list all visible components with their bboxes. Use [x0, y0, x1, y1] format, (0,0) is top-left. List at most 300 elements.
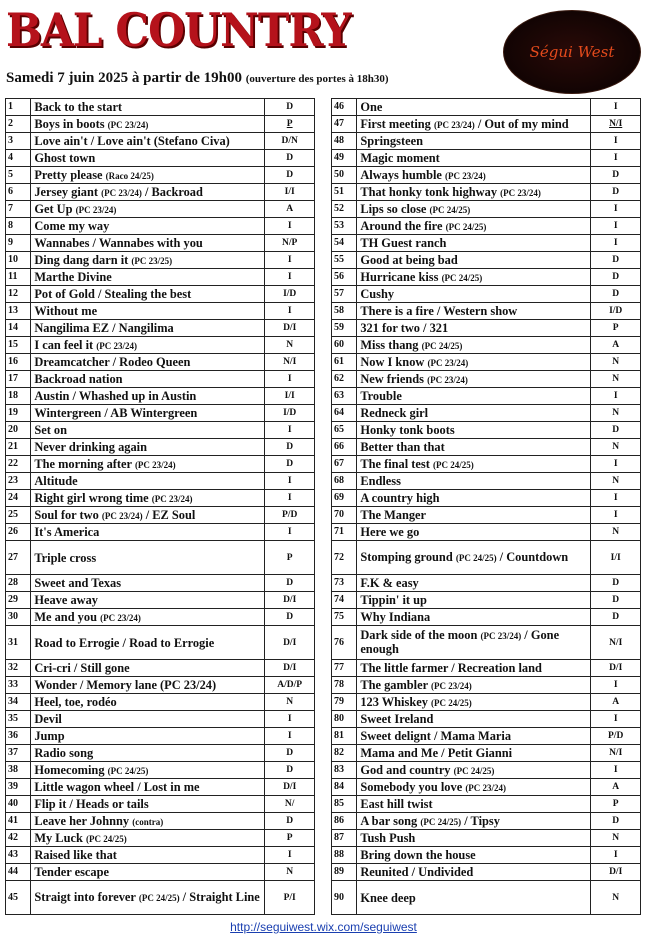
dance-name [31, 660, 265, 677]
dance-number: 50 [332, 167, 357, 184]
dance-level [591, 201, 641, 218]
table-row [332, 762, 641, 779]
dance-number: 6 [6, 184, 31, 201]
level-code: I [287, 374, 292, 384]
dance-name [357, 167, 591, 184]
level-code: I [287, 714, 292, 724]
dance-program-note: (PC 24/25) [138, 892, 180, 903]
dance-name [357, 745, 591, 762]
dance-title: 321 for two / 321 [360, 321, 449, 335]
level-code: P [286, 833, 293, 843]
table-row [332, 677, 641, 694]
dance-name [31, 439, 265, 456]
dance-title: Right girl wrong time [34, 490, 149, 505]
dance-name [357, 779, 591, 796]
table-row [6, 218, 315, 235]
dance-name [357, 405, 591, 422]
level-code: I/I [284, 187, 295, 197]
table-row [6, 881, 315, 915]
dance-number: 11 [6, 269, 31, 286]
dance-program-note: (PC 24/25) [421, 340, 463, 351]
dance-alt-title: / Straight Line [179, 889, 260, 904]
dance-level [591, 847, 641, 864]
website-link[interactable]: http://seguiwest.wix.com/seguiwest [230, 920, 417, 934]
dance-level [591, 541, 641, 575]
level-code: D/I [609, 867, 623, 877]
dance-title: One [360, 100, 383, 114]
dance-number: 53 [332, 218, 357, 235]
level-code: D [286, 765, 294, 775]
event-date-text: Samedi 7 juin 2025 à partir de 19h00 [6, 70, 242, 86]
dance-title: Devil [34, 712, 62, 726]
dance-name [31, 116, 265, 133]
dance-level [265, 524, 315, 541]
dance-title: Knee deep [360, 890, 416, 905]
dance-number: 79 [332, 694, 357, 711]
dance-name [31, 473, 265, 490]
level-code: N/ [284, 799, 295, 809]
level-code: D [286, 816, 294, 826]
level-code: N [612, 408, 620, 418]
dance-name [31, 830, 265, 847]
dance-number: 28 [6, 575, 31, 592]
table-row [6, 745, 315, 762]
dance-title: The gambler [360, 677, 428, 692]
dance-program-note: (PC 23/24) [134, 459, 176, 470]
dance-title: Never drinking again [34, 440, 147, 454]
dance-title: Better than that [360, 440, 445, 454]
level-code: N [612, 892, 620, 903]
dance-name [357, 473, 591, 490]
dance-title: Dark side of the moon [360, 628, 478, 642]
dance-number: 51 [332, 184, 357, 201]
dance-name [357, 456, 591, 473]
dance-level [265, 541, 315, 575]
dance-name [357, 830, 591, 847]
level-code: I [613, 510, 618, 520]
dance-name [31, 711, 265, 728]
level-code: N [286, 697, 294, 707]
dance-number: 44 [6, 864, 31, 881]
dance-number: 65 [332, 422, 357, 439]
dance-title: Here we go [360, 525, 420, 539]
table-row [332, 201, 641, 218]
dance-level [265, 252, 315, 269]
dance-title: Now I know [360, 354, 425, 369]
dance-number: 48 [332, 133, 357, 150]
dance-name [357, 626, 591, 660]
dance-title: Honky tonk boots [360, 423, 455, 437]
dance-name [31, 371, 265, 388]
dance-program-note: (PC 23/24) [100, 612, 141, 623]
level-code: I [287, 425, 292, 435]
level-code: N/I [609, 119, 623, 129]
dance-level [265, 847, 315, 864]
table-row [332, 269, 641, 286]
dance-name [31, 320, 265, 337]
dance-program-note: (PC 24/25) [85, 833, 127, 844]
dance-program-note: (PC 23/24) [151, 493, 193, 504]
dance-number: 52 [332, 201, 357, 218]
table-row [332, 490, 641, 507]
level-code: D/I [283, 782, 297, 792]
dance-number: 68 [332, 473, 357, 490]
table-row [6, 830, 315, 847]
dance-number: 49 [332, 150, 357, 167]
dance-title: Pretty please [34, 167, 103, 182]
level-code: I [613, 238, 618, 248]
dance-number: 5 [6, 167, 31, 184]
level-code: D/I [283, 663, 297, 673]
level-code: P/D [282, 510, 298, 520]
dance-level [265, 388, 315, 405]
dance-number: 31 [6, 626, 31, 660]
dance-level [591, 660, 641, 677]
table-row [6, 609, 315, 626]
level-code: D [612, 289, 620, 299]
dance-name [357, 490, 591, 507]
dance-level [591, 796, 641, 813]
dance-program-note: (PC 23/24) [427, 357, 469, 368]
dance-title: God and country [360, 762, 451, 777]
dance-name [357, 813, 591, 830]
dance-level [265, 813, 315, 830]
dance-number: 32 [6, 660, 31, 677]
table-row [332, 694, 641, 711]
dance-alt-title: / Gone enough [360, 628, 560, 656]
dance-title: Wannabes / Wannabes with you [34, 236, 203, 250]
dance-title: Boys in boots [34, 116, 105, 131]
dance-number: 58 [332, 303, 357, 320]
dance-name [31, 881, 265, 915]
dance-title: Come my way [34, 219, 110, 233]
dance-title: Love ain't / Love ain't (Stefano Civa) [34, 134, 230, 148]
dance-title: Sweet Ireland [360, 712, 434, 726]
level-code: A [612, 782, 620, 792]
level-code: D [286, 153, 294, 163]
dance-program-note: (PC 23/25) [131, 255, 173, 266]
dance-level [265, 762, 315, 779]
table-row [332, 150, 641, 167]
dance-title: The little farmer / Recreation land [360, 661, 542, 675]
dance-number: 34 [6, 694, 31, 711]
table-row [332, 592, 641, 609]
table-row [6, 728, 315, 745]
table-row [332, 371, 641, 388]
dance-number: 27 [6, 541, 31, 575]
table-row [332, 388, 641, 405]
dance-name [357, 371, 591, 388]
level-code: D [612, 187, 620, 197]
level-code: N [286, 340, 294, 350]
level-code: I [287, 527, 292, 537]
dance-number: 55 [332, 252, 357, 269]
level-code: D [612, 595, 620, 605]
level-code: D [612, 816, 620, 826]
dance-name [31, 218, 265, 235]
dance-level [591, 303, 641, 320]
table-row [332, 405, 641, 422]
dance-name [31, 847, 265, 864]
table-row [332, 99, 641, 116]
level-code: P [612, 799, 619, 809]
dance-number: 69 [332, 490, 357, 507]
dance-title: 123 Whiskey [360, 694, 428, 709]
dance-title: Heave away [34, 593, 98, 607]
dance-number: 76 [332, 626, 357, 660]
dance-name [31, 575, 265, 592]
table-row [332, 881, 641, 915]
dance-level [265, 779, 315, 796]
dance-level [591, 252, 641, 269]
dance-title: Back to the start [34, 100, 123, 114]
dance-title: Jersey giant [34, 184, 98, 199]
dance-title: Me and you [34, 609, 97, 624]
dance-title: Jump [34, 729, 65, 743]
dance-title: A bar song [360, 813, 418, 828]
dance-number: 36 [6, 728, 31, 745]
dance-title: The morning after [34, 456, 132, 471]
dance-name [357, 252, 591, 269]
table-row [6, 286, 315, 303]
dance-name [31, 422, 265, 439]
dance-title: Flip it / Heads or tails [34, 797, 149, 811]
dance-name [357, 864, 591, 881]
dance-alt-title: / Countdown [496, 549, 569, 564]
dance-name [357, 439, 591, 456]
dance-level [591, 269, 641, 286]
dance-number: 40 [6, 796, 31, 813]
table-row [6, 150, 315, 167]
dance-level [591, 677, 641, 694]
level-code: P [286, 119, 293, 129]
dance-name [357, 286, 591, 303]
dance-name [31, 796, 265, 813]
dance-title: Set on [34, 423, 68, 437]
table-row [6, 371, 315, 388]
dance-number: 75 [332, 609, 357, 626]
dance-level [591, 218, 641, 235]
dance-level [265, 881, 315, 915]
dance-alt-title: / Tipsy [461, 813, 500, 828]
level-code: N [612, 357, 620, 367]
dance-number: 41 [6, 813, 31, 830]
dance-level [265, 660, 315, 677]
dance-title: Tush Push [360, 831, 416, 845]
dance-program-note: (PC 23/24) [101, 510, 143, 521]
dance-name [357, 133, 591, 150]
dance-number: 72 [332, 541, 357, 575]
dance-name [31, 337, 265, 354]
dance-name [357, 762, 591, 779]
table-row [332, 116, 641, 133]
dance-number: 35 [6, 711, 31, 728]
dance-title: Tippin' it up [360, 593, 427, 607]
dance-name [31, 405, 265, 422]
dance-title: Austin / Whashed up in Austin [34, 389, 197, 403]
dance-name [357, 388, 591, 405]
dance-number: 64 [332, 405, 357, 422]
dance-name [31, 728, 265, 745]
dance-name [357, 337, 591, 354]
dance-name [31, 490, 265, 507]
level-code: P/D [608, 731, 624, 741]
level-code: I/D [609, 306, 623, 316]
dance-name [31, 626, 265, 660]
dance-program-note: (PC 23/24) [433, 119, 475, 130]
table-row [332, 286, 641, 303]
level-code: N [612, 476, 620, 486]
level-code: N [612, 527, 620, 537]
table-row [332, 422, 641, 439]
dance-number: 30 [6, 609, 31, 626]
dance-name [357, 796, 591, 813]
dance-level [591, 422, 641, 439]
dance-title: It's America [34, 525, 100, 539]
table-row [6, 184, 315, 201]
dance-name [357, 847, 591, 864]
dance-level [591, 184, 641, 201]
dance-level [591, 745, 641, 762]
level-code: D [612, 612, 620, 622]
dance-level [591, 626, 641, 660]
level-code: A [612, 697, 620, 707]
dance-title: East hill twist [360, 797, 433, 811]
dance-title: Always humble [360, 167, 442, 182]
dance-level [265, 592, 315, 609]
table-row [332, 813, 641, 830]
level-code: D/I [283, 595, 297, 605]
dance-number: 20 [6, 422, 31, 439]
dance-title: Without me [34, 304, 98, 318]
table-row [6, 456, 315, 473]
table-row [6, 592, 315, 609]
dance-title: Trouble [360, 389, 402, 403]
table-row [332, 184, 641, 201]
dance-name [357, 150, 591, 167]
table-row [6, 269, 315, 286]
dance-name [31, 524, 265, 541]
table-row [332, 541, 641, 575]
table-row [6, 847, 315, 864]
dance-number: 4 [6, 150, 31, 167]
logo-text: Ségui West [529, 43, 615, 61]
dance-title: A country high [360, 491, 440, 505]
level-code: I [287, 272, 292, 282]
dance-name [357, 354, 591, 371]
level-code: N [612, 833, 620, 843]
level-code: P [612, 323, 619, 333]
level-code: I/I [284, 391, 295, 401]
dance-number: 19 [6, 405, 31, 422]
level-code: I [287, 306, 292, 316]
level-code: I [613, 459, 618, 469]
dance-name [357, 235, 591, 252]
dance-name [31, 609, 265, 626]
dance-name [357, 269, 591, 286]
dance-number: 39 [6, 779, 31, 796]
table-row [6, 813, 315, 830]
table-row [6, 405, 315, 422]
dance-name [31, 762, 265, 779]
level-code: I [613, 102, 618, 112]
dance-level [265, 439, 315, 456]
dance-number: 54 [332, 235, 357, 252]
dance-name [357, 201, 591, 218]
dance-level [591, 524, 641, 541]
dance-number: 38 [6, 762, 31, 779]
dance-level [265, 184, 315, 201]
level-code: I [613, 136, 618, 146]
dance-program-note: (PC 23/24) [107, 119, 149, 130]
dance-name [357, 184, 591, 201]
table-row [332, 660, 641, 677]
dance-number: 85 [332, 796, 357, 813]
dance-name [357, 507, 591, 524]
table-row [6, 354, 315, 371]
dance-title: New friends [360, 371, 424, 386]
table-row [6, 490, 315, 507]
level-code: D/N [281, 136, 298, 146]
dance-program-note: (PC 24/25) [429, 204, 471, 215]
dance-title: Good at being bad [360, 253, 458, 267]
dance-title: Soul for two [34, 507, 99, 522]
level-code: I [613, 153, 618, 163]
level-code: N/I [609, 748, 623, 758]
dance-level [591, 728, 641, 745]
dance-program-note: (PC 24/25) [107, 765, 149, 776]
table-row [6, 235, 315, 252]
dance-level [265, 728, 315, 745]
dance-number: 56 [332, 269, 357, 286]
dance-name [357, 592, 591, 609]
table-row [332, 133, 641, 150]
dance-number: 3 [6, 133, 31, 150]
dance-level [591, 609, 641, 626]
dance-number: 17 [6, 371, 31, 388]
dance-number: 18 [6, 388, 31, 405]
dance-level [265, 405, 315, 422]
dance-title: Wintergreen / AB Wintergreen [34, 406, 198, 420]
dance-number: 9 [6, 235, 31, 252]
dance-title: There is a fire / Western show [360, 304, 518, 318]
dance-level [591, 320, 641, 337]
table-row [332, 456, 641, 473]
dance-name [31, 235, 265, 252]
level-code: P [286, 552, 293, 563]
dance-title: Dreamcatcher / Rodeo Queen [34, 355, 191, 369]
level-code: N/I [283, 357, 297, 367]
dance-program-note: (PC 24/25) [432, 459, 474, 470]
dance-level [591, 762, 641, 779]
doors-open-note: (ouverture des portes à 18h30) [245, 73, 389, 85]
dance-title: Endless [360, 474, 401, 488]
table-row [332, 320, 641, 337]
table-row [332, 711, 641, 728]
dance-level [265, 337, 315, 354]
dance-level [591, 371, 641, 388]
dance-title: Tender escape [34, 865, 110, 879]
dance-number: 77 [332, 660, 357, 677]
dance-level [265, 575, 315, 592]
dance-name [31, 507, 265, 524]
table-row [332, 575, 641, 592]
level-code: I [613, 493, 618, 503]
dance-level [265, 133, 315, 150]
table-row [332, 779, 641, 796]
dance-title: Altitude [34, 474, 78, 488]
level-code: D [612, 170, 620, 180]
